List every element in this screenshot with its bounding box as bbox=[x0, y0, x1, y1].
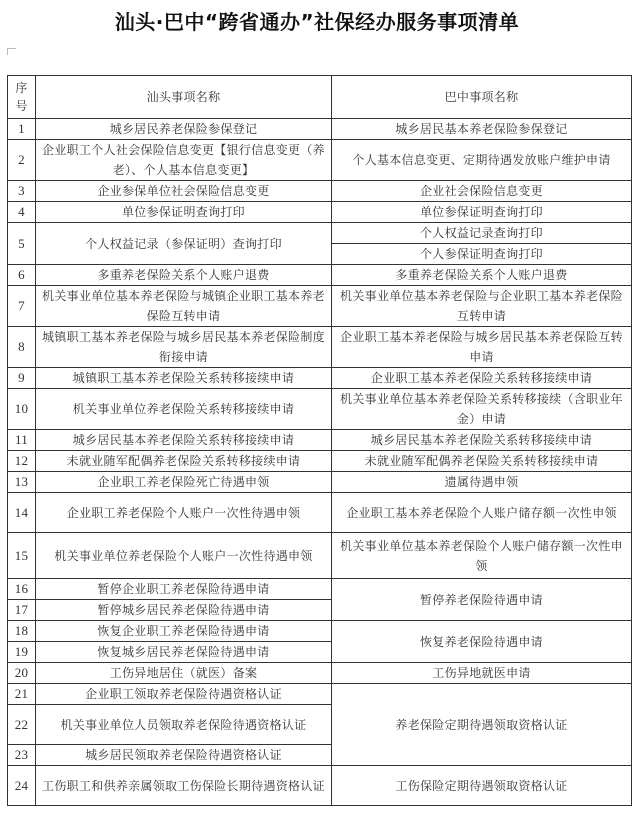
row-no: 6 bbox=[8, 265, 36, 286]
row-no: 19 bbox=[8, 642, 36, 663]
header-shantou: 汕头事项名称 bbox=[36, 76, 332, 119]
row-shantou: 恢复城乡居民养老保险待遇申请 bbox=[36, 642, 332, 663]
row-no: 5 bbox=[8, 223, 36, 265]
row-bazhong: 城乡居民基本养老保险关系转移接续申请 bbox=[332, 430, 632, 451]
row-no: 21 bbox=[8, 684, 36, 705]
table-row bbox=[8, 140, 632, 181]
row-bazhong: 个人基本信息变更、定期待遇发放账户维护申请 bbox=[332, 140, 632, 181]
page-title: 汕头·巴中“跨省通办”社保经办服务事项清单 bbox=[114, 10, 520, 34]
row-no: 23 bbox=[8, 745, 36, 766]
row-bazhong: 企业职工基本养老保险关系转移接续申请 bbox=[332, 368, 632, 389]
row-no: 11 bbox=[8, 430, 36, 451]
row-bazhong: 未就业随军配偶养老保险关系转移接续申请 bbox=[332, 451, 632, 472]
row-no: 10 bbox=[8, 389, 36, 430]
row-bazhong: 工伤保险定期待遇领取资格认证 bbox=[332, 766, 632, 806]
table-row bbox=[8, 684, 632, 705]
row-shantou: 暂停企业职工养老保险待遇申请 bbox=[36, 579, 332, 600]
row-bazhong: 城乡居民基本养老保险参保登记 bbox=[332, 119, 632, 140]
row-shantou: 恢复企业职工养老保险待遇申请 bbox=[36, 621, 332, 642]
row-no: 1 bbox=[8, 119, 36, 140]
table-row bbox=[8, 451, 632, 472]
table-row bbox=[8, 181, 632, 202]
row-no: 8 bbox=[8, 327, 36, 368]
row-bazhong: 个人参保证明查询打印 bbox=[332, 244, 632, 265]
row-shantou: 城乡居民养老保险参保登记 bbox=[36, 119, 332, 140]
row-no: 3 bbox=[8, 181, 36, 202]
table-row bbox=[8, 327, 632, 368]
row-shantou: 企业职工个人社会保险信息变更【银行信息变更（养老）、个人基本信息变更】 bbox=[36, 140, 332, 181]
row-no: 15 bbox=[8, 533, 36, 579]
row-shantou: 企业职工领取养老保险待遇资格认证 bbox=[36, 684, 332, 705]
row-bazhong: 企业职工基本养老保险个人账户储存额一次性申领 bbox=[332, 493, 632, 533]
row-no: 7 bbox=[8, 286, 36, 327]
table-row bbox=[8, 766, 632, 806]
row-no: 9 bbox=[8, 368, 36, 389]
row-shantou: 工伤异地居住（就医）备案 bbox=[36, 663, 332, 684]
row-bazhong: 工伤异地就医申请 bbox=[332, 663, 632, 684]
row-shantou: 企业职工养老保险死亡待遇申领 bbox=[36, 472, 332, 493]
row-no: 18 bbox=[8, 621, 36, 642]
header-bazhong: 巴中事项名称 bbox=[332, 76, 632, 119]
table-row bbox=[8, 389, 632, 430]
table-row bbox=[8, 533, 632, 579]
table-row bbox=[8, 202, 632, 223]
row-bazhong: 企业社会保险信息变更 bbox=[332, 181, 632, 202]
row-shantou: 暂停城乡居民养老保险待遇申请 bbox=[36, 600, 332, 621]
row-bazhong: 遗属待遇申领 bbox=[332, 472, 632, 493]
table-header-row bbox=[8, 76, 632, 119]
row-shantou: 城乡居民基本养老保险关系转移接续申请 bbox=[36, 430, 332, 451]
table-row bbox=[8, 265, 632, 286]
table-row bbox=[8, 119, 632, 140]
row-shantou: 工伤职工和供养亲属领取工伤保险长期待遇资格认证 bbox=[36, 766, 332, 806]
row-shantou: 个人权益记录（参保证明）查询打印 bbox=[36, 223, 332, 265]
row-no: 16 bbox=[8, 579, 36, 600]
row-no: 12 bbox=[8, 451, 36, 472]
row-bazhong: 个人权益记录查询打印 bbox=[332, 223, 632, 244]
row-shantou: 机关事业单位养老保险关系转移接续申请 bbox=[36, 389, 332, 430]
row-bazhong: 机关事业单位基本养老保险个人账户储存额一次性申领 bbox=[332, 533, 632, 579]
row-shantou: 多重养老保险关系个人账户退费 bbox=[36, 265, 332, 286]
row-no: 17 bbox=[8, 600, 36, 621]
row-bazhong: 机关事业单位基本养老保险关系转移接续（含职业年金）申请 bbox=[332, 389, 632, 430]
row-shantou: 未就业随军配偶养老保险关系转移接续申请 bbox=[36, 451, 332, 472]
row-shantou: 企业职工养老保险个人账户一次性待遇申领 bbox=[36, 493, 332, 533]
row-no: 13 bbox=[8, 472, 36, 493]
row-bazhong: 恢复养老保险待遇申请 bbox=[332, 621, 632, 663]
header-no: 序号 bbox=[8, 76, 36, 119]
row-shantou: 企业参保单位社会保险信息变更 bbox=[36, 181, 332, 202]
row-shantou: 城乡居民领取养老保险待遇资格认证 bbox=[36, 745, 332, 766]
row-bazhong: 养老保险定期待遇领取资格认证 bbox=[332, 684, 632, 766]
row-bazhong: 暂停养老保险待遇申请 bbox=[332, 579, 632, 621]
row-bazhong: 多重养老保险关系个人账户退费 bbox=[332, 265, 632, 286]
row-no: 4 bbox=[8, 202, 36, 223]
table-row bbox=[8, 621, 632, 642]
row-no: 14 bbox=[8, 493, 36, 533]
row-bazhong: 机关事业单位基本养老保险与企业职工基本养老保险互转申请 bbox=[332, 286, 632, 327]
row-shantou: 机关事业单位人员领取养老保险待遇资格认证 bbox=[36, 705, 332, 745]
row-shantou: 单位参保证明查询打印 bbox=[36, 202, 332, 223]
row-bazhong: 企业职工基本养老保险与城乡居民基本养老保险互转申请 bbox=[332, 327, 632, 368]
row-bazhong: 单位参保证明查询打印 bbox=[332, 202, 632, 223]
table-row bbox=[8, 286, 632, 327]
row-no: 2 bbox=[8, 140, 36, 181]
row-shantou: 城镇职工基本养老保险关系转移接续申请 bbox=[36, 368, 332, 389]
service-table bbox=[7, 75, 632, 806]
row-no: 22 bbox=[8, 705, 36, 745]
corner-mark bbox=[7, 48, 16, 55]
table-row bbox=[8, 430, 632, 451]
table-row bbox=[8, 663, 632, 684]
row-shantou: 机关事业单位养老保险个人账户一次性待遇申领 bbox=[36, 533, 332, 579]
row-shantou: 机关事业单位基本养老保险与城镇企业职工基本养老保险互转申请 bbox=[36, 286, 332, 327]
row-shantou: 城镇职工基本养老保险与城乡居民基本养老保险制度衔接申请 bbox=[36, 327, 332, 368]
table-row bbox=[8, 579, 632, 600]
table-row bbox=[8, 368, 632, 389]
table-row bbox=[8, 472, 632, 493]
row-no: 20 bbox=[8, 663, 36, 684]
table-row bbox=[8, 493, 632, 533]
row-no: 24 bbox=[8, 766, 36, 806]
table-row bbox=[8, 223, 632, 244]
